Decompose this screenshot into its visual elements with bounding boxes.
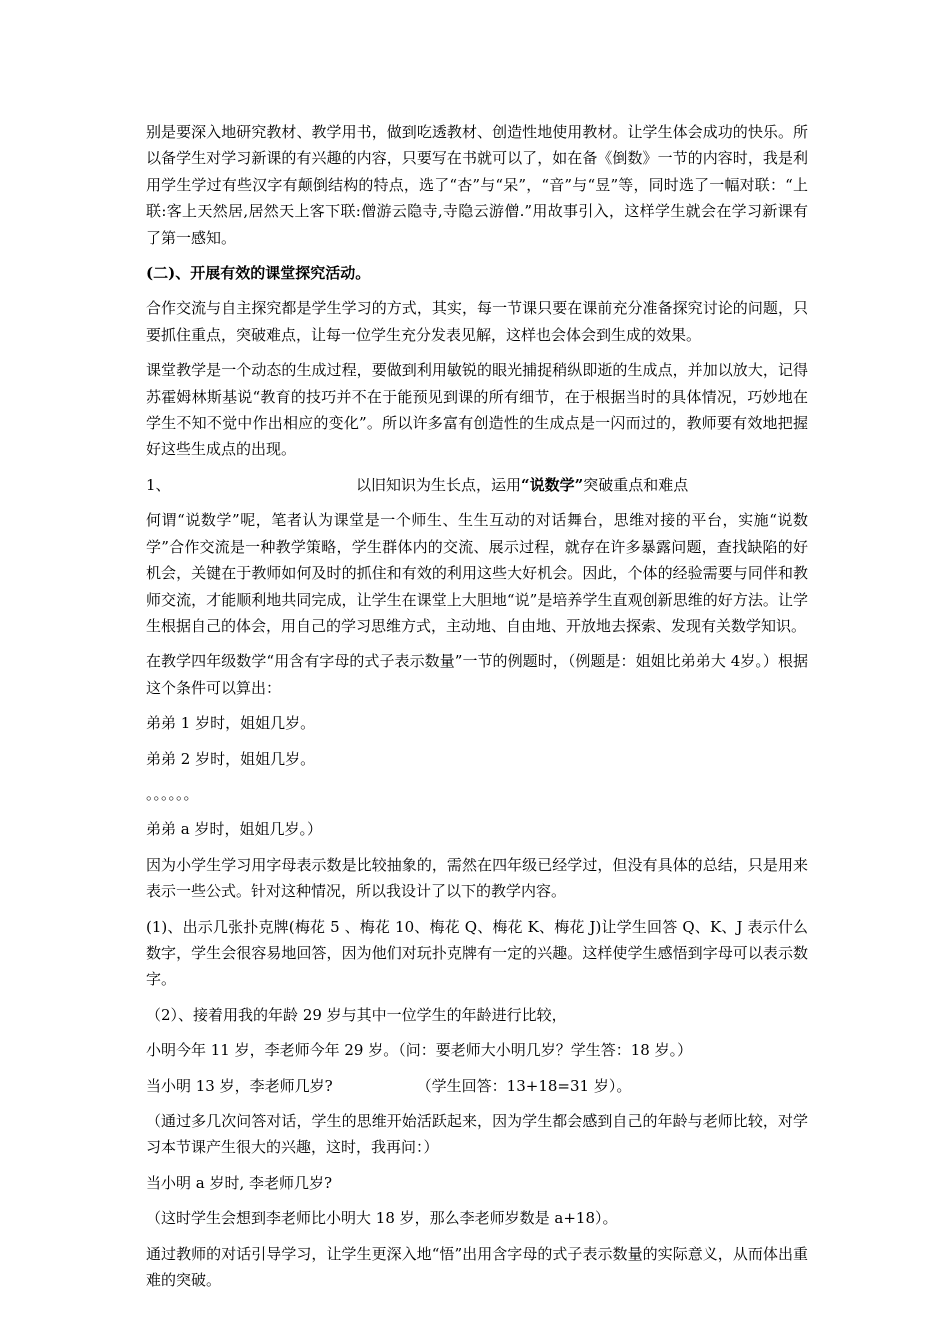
paragraph-example-intro: 在教学四年级数学“用含有字母的式子表示数量”一节的例题时，（例题是：姐姐比弟弟大 4岁。）根据这个条件可以算出： <box>146 652 808 697</box>
dialogue-age-13 <box>146 1073 808 1099</box>
subsection-title-pre: 以旧知识为生长点，运用 <box>356 475 522 494</box>
document-body <box>146 119 808 1293</box>
subsection-title-bold: “说数学” <box>521 475 584 494</box>
example-line-a: 弟弟 a 岁时，姐姐几岁。） <box>146 820 322 839</box>
paragraph-intro: 别是要深入地研究教材、教学用书，做到吃透教材、创造性地使用教材。让学生体会成功的快乐。所以备学生对学习新课的有兴趣的内容，只要写在书就可以了，如在备《倒数》一节的内容时，我是利用学生学过有些汉字有颠倒结构的特点，选了“杏”与“呆”，“音”与“昱”等，同时选了一幅对联：“上联:客上天然居,居然天上客下联:僧游云隐寺,寺隐云游僧.”用故事引入，这样学生就会在学习新课有了第一感知。 <box>146 123 808 247</box>
paragraph-dynamic-process: 课堂教学是一个动态的生成过程，要做到利用敏锐的眼光捕捉稍纵即逝的生成点，并加以放大，记得苏霍姆林斯基说“教育的技巧并不在于能预见到课的所有细节，在于根据当时的具体情况，巧妙地在学生不知不觉中作出相应的变化”。所以许多富有创造性的生成点是一闪而过的，教师要有效地把握好这些生成点的出现。 <box>146 361 808 459</box>
dialogue-answer: （学生回答：13+18=31 岁）。 <box>416 1076 632 1095</box>
paragraph-conclusion: 通过教师的对话引导学习，让学生更深入地“悟”出用含字母的式子表示数量的实际意义，从而体出重难的突破。 <box>146 1244 808 1290</box>
subsection-title-post: 突破重点和难点 <box>583 475 689 494</box>
paragraph-age-compare: （2）、接着用我的年龄 29 岁与其中一位学生的年龄进行比较， <box>146 1005 567 1024</box>
subsection-heading-one <box>146 472 808 498</box>
paragraph-dialogue-note: （通过多几次问答对话，学生的思维开始活跃起来，因为学生都会感到自己的年龄与老师比较，对学习本节课产生很大的兴趣，这时，我再问：） <box>146 1112 808 1157</box>
dialogue-question: 当小明 13 岁，李老师几岁? <box>146 1076 333 1095</box>
section-heading-two: (二)、开展有效的课堂探究活动。 <box>146 264 371 283</box>
example-line-1: 弟弟 1 岁时，姐姐几岁。 <box>146 714 316 733</box>
paragraph-say-math: 何谓“说数学”呢，笔者认为课堂是一个师生、生生互动的对话舞台，思维对接的平台，实施“说数学”合作交流是一种教学策略，学生群体内的交流、展示过程，就存在许多暴露问题，查找缺陷的好机会，关键在于教师如何及时的抓住和有效的利用这些大好机会。因此，个体的经验需要与同伴和教师交流，才能顺利地共同完成，让学生在课堂上大胆地“说”是培养学生直观创新思维的好方法。让学生根据自己的体会，用自己的学习思维方式，主动地、自由地、开放地去探索、发现有关数学知识。 <box>146 511 808 635</box>
subsection-number: 1、 <box>146 475 171 494</box>
paragraph-poker-cards: (1)、出示几张扑克牌(梅花 5 、梅花 10、梅花 Q、梅花 K、梅花 J)让学生回答 Q、K、J 表示什么数字，学生会很容易地回答，因为他们对玩扑克牌有一定的兴趣。这样使学生感悟到字母可以表示数字。 <box>146 917 808 989</box>
example-ellipsis: 。。。。。。 <box>146 784 199 803</box>
subsection-title <box>356 472 688 498</box>
dialogue-age-a: 当小明 a 岁时, 李老师几岁? <box>146 1173 333 1192</box>
dialogue-xiaoming-age: 小明今年 11 岁，李老师今年 29 岁。（问：要老师大小明几岁？学生答：18 岁。） <box>146 1041 693 1060</box>
paragraph-abstract: 因为小学生学习用字母表示数是比较抽象的，需然在四年级已经学过，但没有具体的总结，只是用来表示一些公式。针对这种情况，所以我设计了以下的教学内容。 <box>146 855 808 901</box>
dialogue-answer-a: （这时学生会想到李老师比小明大 18 岁，那么李老师岁数是 a+18）。 <box>146 1209 618 1228</box>
paragraph-cooperation: 合作交流与自主探究都是学生学习的方式，其实，每一节课只要在课前充分准备探究讨论的问题，只要抓住重点，突破难点，让每一位学生充分发表见解，这样也会体会到生成的效果。 <box>146 299 808 344</box>
example-line-2: 弟弟 2 岁时，姐姐几岁。 <box>146 749 316 768</box>
